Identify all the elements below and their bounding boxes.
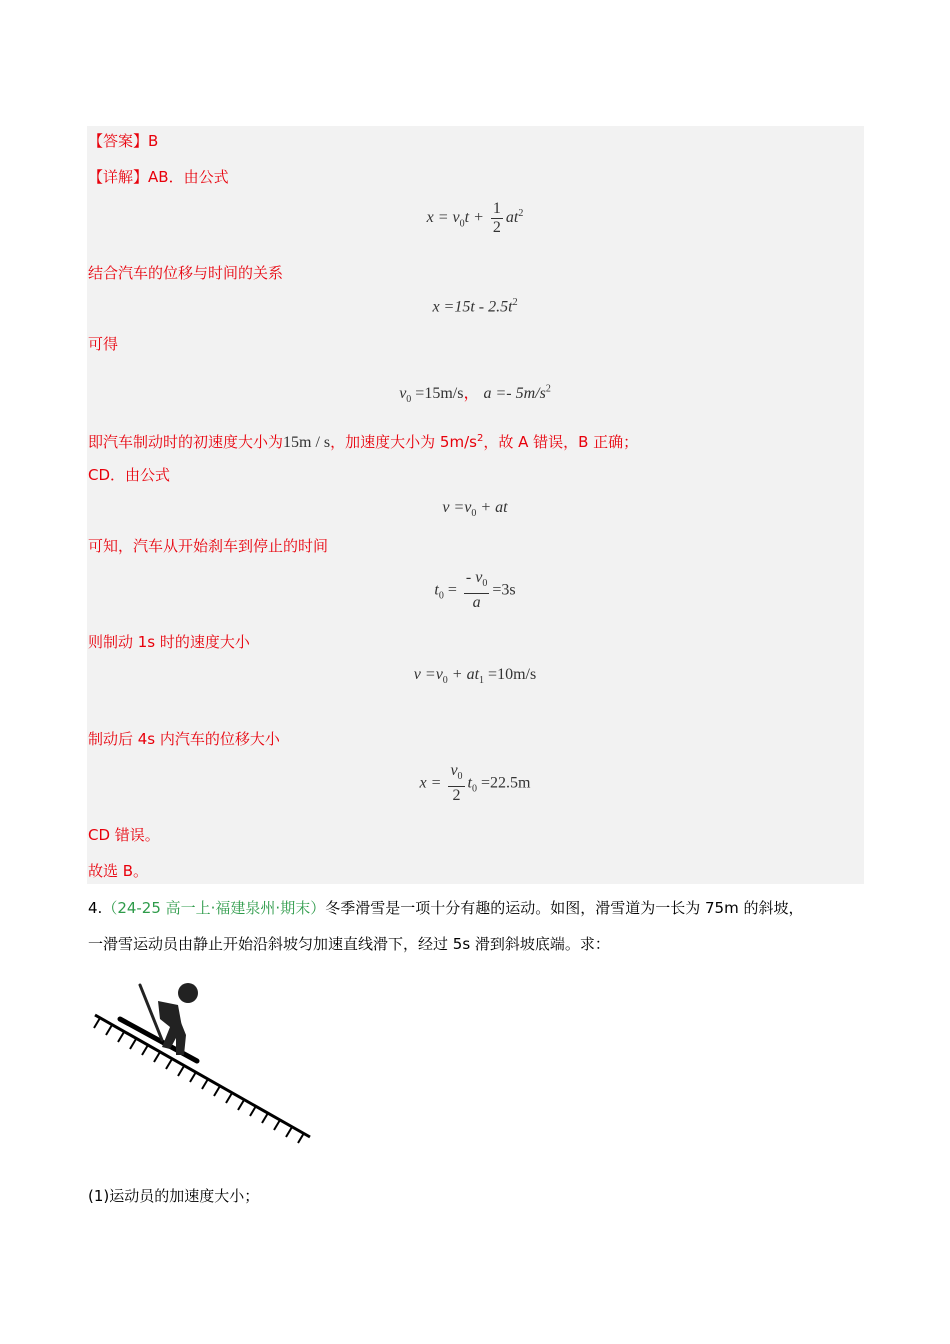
formula-part: at [505,209,519,227]
formula-velocity: $v =v_0$ + at [442,499,508,520]
fraction [464,569,489,612]
fraction [448,762,464,805]
numerator: $v_0$ [448,762,464,787]
initial-line: 即汽车制动时的初速度大小为15m / s，加速度大小为 $5m/s^2$，故 A 错误，B 正确； [88,433,639,451]
question-line-2: 一滑雪运动员由静止开始沿斜坡匀加速直线滑下，经过 5s 滑到斜坡底端。求： [88,935,610,953]
formula-part: t [434,581,439,599]
formula-part: v =v [442,499,472,516]
formula-speed-1s: $v =v_0 + at_1 =10m/s$ [413,666,537,687]
formula-part: x = [426,209,449,227]
skier-on-slope-icon [92,975,317,1145]
formula-part: + at [480,499,508,516]
formula-part: + at [451,666,480,683]
formula-part: v [452,209,460,227]
cd-wrong-text: CD 错误。 [88,826,160,844]
formula-part: ， [463,385,480,402]
question-number: 4. [88,899,103,917]
initial-text-a: 即汽车制动时的初速度大小为 [88,433,284,451]
formula-displacement: $x = v_0t$ + $\frac{1}{2}$ $at^2$ [426,200,524,236]
formula-part: =10m/s [488,666,537,683]
denominator: 2 [492,219,501,236]
detail-line [88,167,229,187]
formula-part: =22.5m [481,774,531,792]
denominator: 2 [452,787,461,805]
formula-given: $x =15t - 2.5t^2$ [432,297,518,316]
formula-part: =15m/s [415,385,464,402]
formula-part: t [467,774,472,792]
denominator: a [472,594,481,612]
detail-label: 【详解】 [88,168,149,186]
choose-text: 故选 B。 [88,862,149,880]
formula-time: $t_0$ = $\frac{- v_0}{a}$ =3s [434,569,516,612]
answer-label: 【答案】 [88,132,149,150]
initial-text-c: ，故 A 错误，B 正确； [483,433,639,451]
formula-part: x =15t - 2.5t [432,298,513,316]
detail-text: AB．由公式 [148,168,229,186]
question-source: （24-25 高一上·福建泉州·期末） [102,899,326,917]
formula-part: v =v [413,666,443,683]
answer-value: B [148,132,159,150]
get-text: 可得 [88,335,119,353]
question-line-1 [88,898,803,918]
cd-text: CD．由公式 [88,466,171,484]
fraction [491,200,503,237]
formula-part: =3s [492,581,516,599]
combine-text: 结合汽车的位移与时间的关系 [88,264,284,282]
formula-part: a =- 5m/s [483,385,546,402]
answer-line [88,131,158,151]
brake4s-text: 制动后 4s 内汽车的位移大小 [88,730,280,748]
numerator: 1 [492,200,501,217]
know-text: 可知，汽车从开始刹车到停止的时间 [88,537,329,555]
formula-displacement-4s: x = $\frac{v_0}{2}$ $t_0 =22.5m$ [419,762,531,805]
numerator: - $v_0$ [464,569,489,594]
question-text-1: 冬季滑雪是一项十分有趣的运动。如图，滑雪道为一长为 75m 的斜坡， [325,899,804,917]
initial-value: 15m / s [283,434,331,451]
formula-part: t + [464,209,484,227]
brake1s-text: 则制动 1s 时的速度大小 [88,633,250,651]
formula-part: x = [419,774,442,792]
formula-values: $v_0 =15m/s$， $a =- 5m/s^2$ [399,383,551,406]
formula-part: v [450,762,458,779]
sub-question-1: (1)运动员的加速度大小； [88,1187,260,1205]
formula-part: - v [465,569,483,586]
initial-text-b: ，加速度大小为 5m/s [330,433,477,451]
